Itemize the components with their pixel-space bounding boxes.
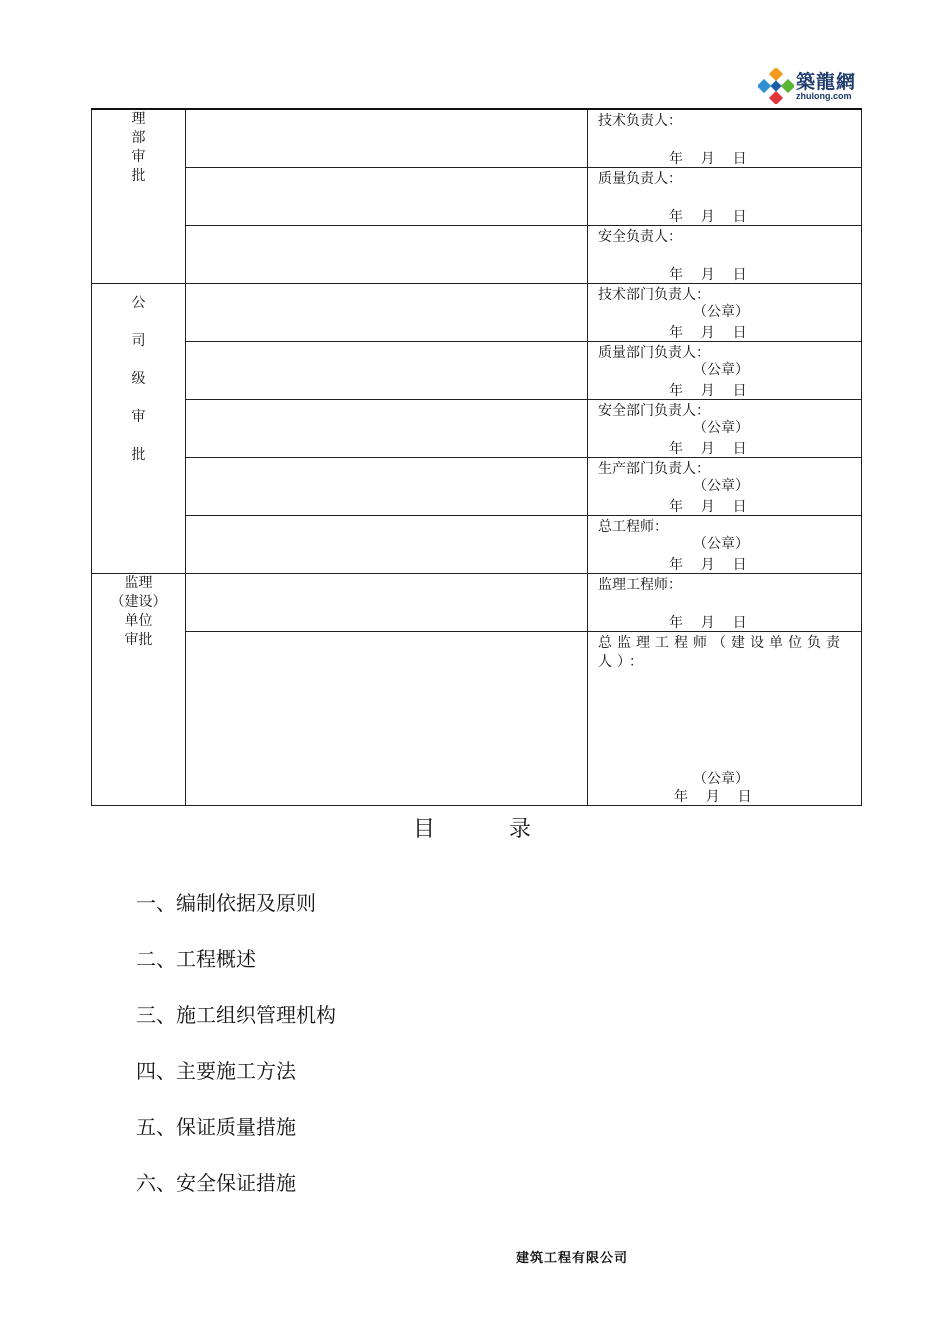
section-label <box>111 574 167 650</box>
seal-label: （公章） <box>693 770 749 787</box>
signer-role: 技术部门负责人： <box>598 286 710 303</box>
section-label-line: 监理 <box>124 574 153 591</box>
table-row <box>92 109 862 167</box>
section-label: 理部审批 <box>131 111 146 184</box>
table-row <box>92 631 862 805</box>
table-row <box>92 283 862 341</box>
opinion-cell <box>186 109 588 167</box>
toc-item: 五、保证质量措施 <box>136 1115 296 1139</box>
sign-date: 年 月 日 <box>669 208 747 225</box>
logo-name: 築龍網 <box>796 71 857 93</box>
signature-cell <box>588 515 862 573</box>
sign-date: 年 月 日 <box>669 150 747 167</box>
section-label-cell <box>92 283 186 573</box>
table-row <box>92 457 862 515</box>
opinion-cell <box>186 225 588 283</box>
toc-item: 四、主要施工方法 <box>136 1059 296 1083</box>
approval-table <box>91 108 862 806</box>
table-row <box>92 225 862 283</box>
opinion-cell <box>186 167 588 225</box>
table-row <box>92 399 862 457</box>
table-of-contents <box>136 888 336 1224</box>
seal-label: （公章） <box>693 477 749 494</box>
signature-cell <box>588 109 862 167</box>
zhulong-logo <box>758 66 862 106</box>
section-label-line: 审批 <box>124 631 153 648</box>
approval-table-container <box>91 108 861 806</box>
signer-role: 技术负责人： <box>598 113 682 129</box>
signature-cell <box>588 225 862 283</box>
logo-url: zhulong.com <box>796 91 852 101</box>
company-name: 建筑工程有限公司 <box>516 1251 629 1266</box>
seal-label: （公章） <box>693 535 749 552</box>
signature-cell <box>588 167 862 225</box>
opinion-cell <box>186 457 588 515</box>
table-row <box>92 167 862 225</box>
signature-cell <box>588 283 862 341</box>
sign-date: 年 月 日 <box>669 324 747 341</box>
opinion-cell <box>186 515 588 573</box>
signer-role: 安全负责人： <box>598 228 682 245</box>
toc-item: 三、施工组织管理机构 <box>136 1003 336 1027</box>
table-row <box>92 573 862 631</box>
signer-role: 监理工程师： <box>598 576 682 593</box>
sign-date: 年 月 日 <box>674 788 752 805</box>
signer-role: 质量负责人： <box>598 170 682 187</box>
sign-date: 年 月 日 <box>669 440 747 457</box>
seal-label: （公章） <box>693 303 749 320</box>
opinion-cell <box>186 283 588 341</box>
signature-cell <box>588 631 862 805</box>
signature-cell <box>588 457 862 515</box>
zhulong-logo-mark-icon <box>758 68 794 104</box>
opinion-cell <box>186 341 588 399</box>
table-row <box>92 341 862 399</box>
table-row <box>92 515 862 573</box>
signer-role: 质量部门负责人： <box>598 344 710 361</box>
sign-date: 年 月 日 <box>669 556 747 573</box>
section-label: 公司级审批 <box>131 294 146 463</box>
section-label-line: （建设） <box>110 593 167 610</box>
seal-label: （公章） <box>693 361 749 378</box>
opinion-cell <box>186 573 588 631</box>
signer-role: 总监理工程师（建设单位负责人）： <box>598 634 845 670</box>
signer-role: 安全部门负责人： <box>598 402 710 419</box>
opinion-cell <box>186 399 588 457</box>
toc-item: 二、工程概述 <box>136 947 256 971</box>
toc-item: 一、编制依据及原则 <box>136 891 316 915</box>
toc-title: 目 录 <box>413 817 533 842</box>
signer-role: 总工程师： <box>598 518 668 535</box>
signature-cell <box>588 573 862 631</box>
opinion-cell <box>186 631 588 805</box>
signature-cell <box>588 341 862 399</box>
section-label-cell <box>92 573 186 805</box>
section-label-cell <box>92 109 186 283</box>
signature-cell <box>588 399 862 457</box>
signer-role: 生产部门负责人： <box>598 460 710 477</box>
sign-date: 年 月 日 <box>669 614 747 631</box>
toc-item: 六、安全保证措施 <box>136 1171 296 1195</box>
section-label-line: 单位 <box>124 612 153 629</box>
sign-date: 年 月 日 <box>669 382 747 399</box>
sign-date: 年 月 日 <box>669 498 747 515</box>
seal-label: （公章） <box>693 419 749 436</box>
sign-date: 年 月 日 <box>669 266 747 283</box>
